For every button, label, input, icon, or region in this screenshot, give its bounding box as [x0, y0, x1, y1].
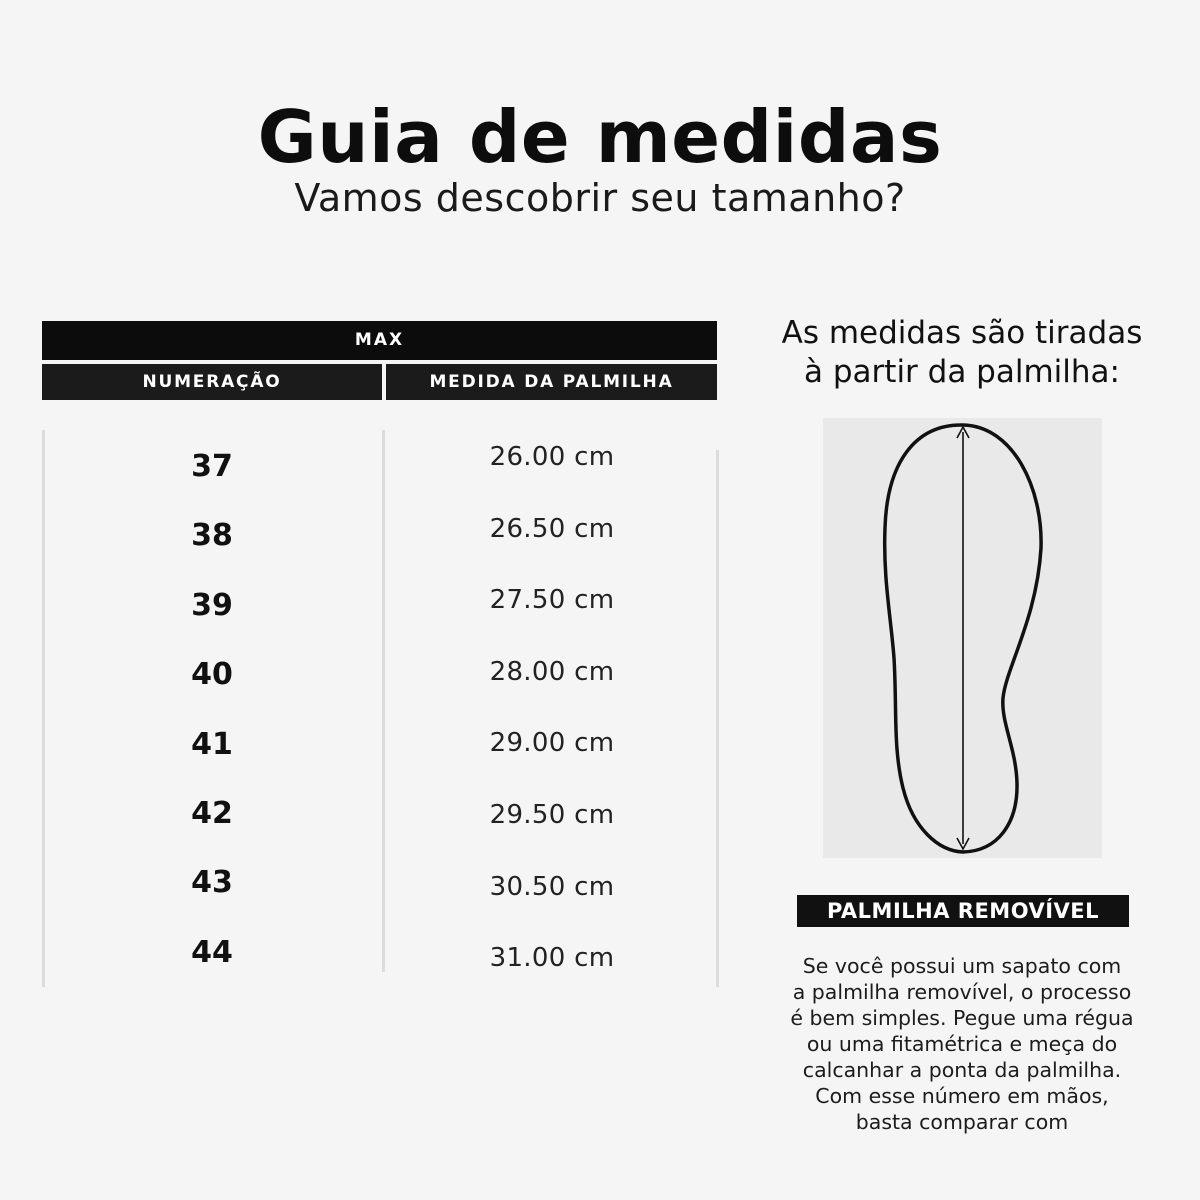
size-cell: 44 [191, 934, 233, 970]
page-title: Guia de medidas [257, 95, 943, 179]
measurement-heading: As medidas são tiradas à partir da palmilha: [781, 315, 1143, 390]
measure-cell: 26.50 cm [489, 513, 615, 544]
size-cell: 42 [191, 795, 233, 831]
column-header-size: NUMERAÇÃO [42, 364, 382, 400]
measure-cell: 31.00 cm [489, 943, 615, 974]
removable-insole-label: PALMILHA REMOVÍVEL [797, 895, 1129, 927]
size-cell: 39 [191, 587, 233, 623]
measure-cell: 28.00 cm [489, 656, 615, 687]
size-cell: 37 [191, 449, 233, 484]
measure-column [436, 422, 668, 995]
size-cell: 41 [191, 726, 233, 762]
measure-cell: 29.50 cm [489, 799, 615, 830]
page-subtitle: Vamos descobrir seu tamanho? [294, 176, 906, 220]
size-column [92, 432, 332, 987]
column-header-measure: MEDIDA DA PALMILHA [386, 364, 717, 400]
removable-insole-description: Se você possui um sapato com a palmilha removível, o processo é bem simples. Pegue uma régua ou uma fitamétrica e meça do calcanhar a ponta da palmilha. Com esse número em mãos, basta comparar com [790, 954, 1134, 1134]
table-group-header: MAX [42, 321, 717, 360]
size-cell: 43 [191, 865, 233, 901]
measure-cell: 30.50 cm [489, 871, 615, 902]
measure-cell: 26.00 cm [489, 442, 615, 472]
measure-cell: 27.50 cm [489, 585, 615, 616]
table-divider-right [716, 450, 719, 987]
insole-outline-icon [823, 418, 1102, 858]
size-cell: 38 [191, 518, 233, 554]
size-cell: 40 [191, 657, 233, 693]
table-divider-left [42, 430, 45, 987]
table-divider-middle [382, 430, 385, 972]
measure-cell: 29.00 cm [489, 728, 615, 759]
insole-illustration [823, 418, 1102, 858]
